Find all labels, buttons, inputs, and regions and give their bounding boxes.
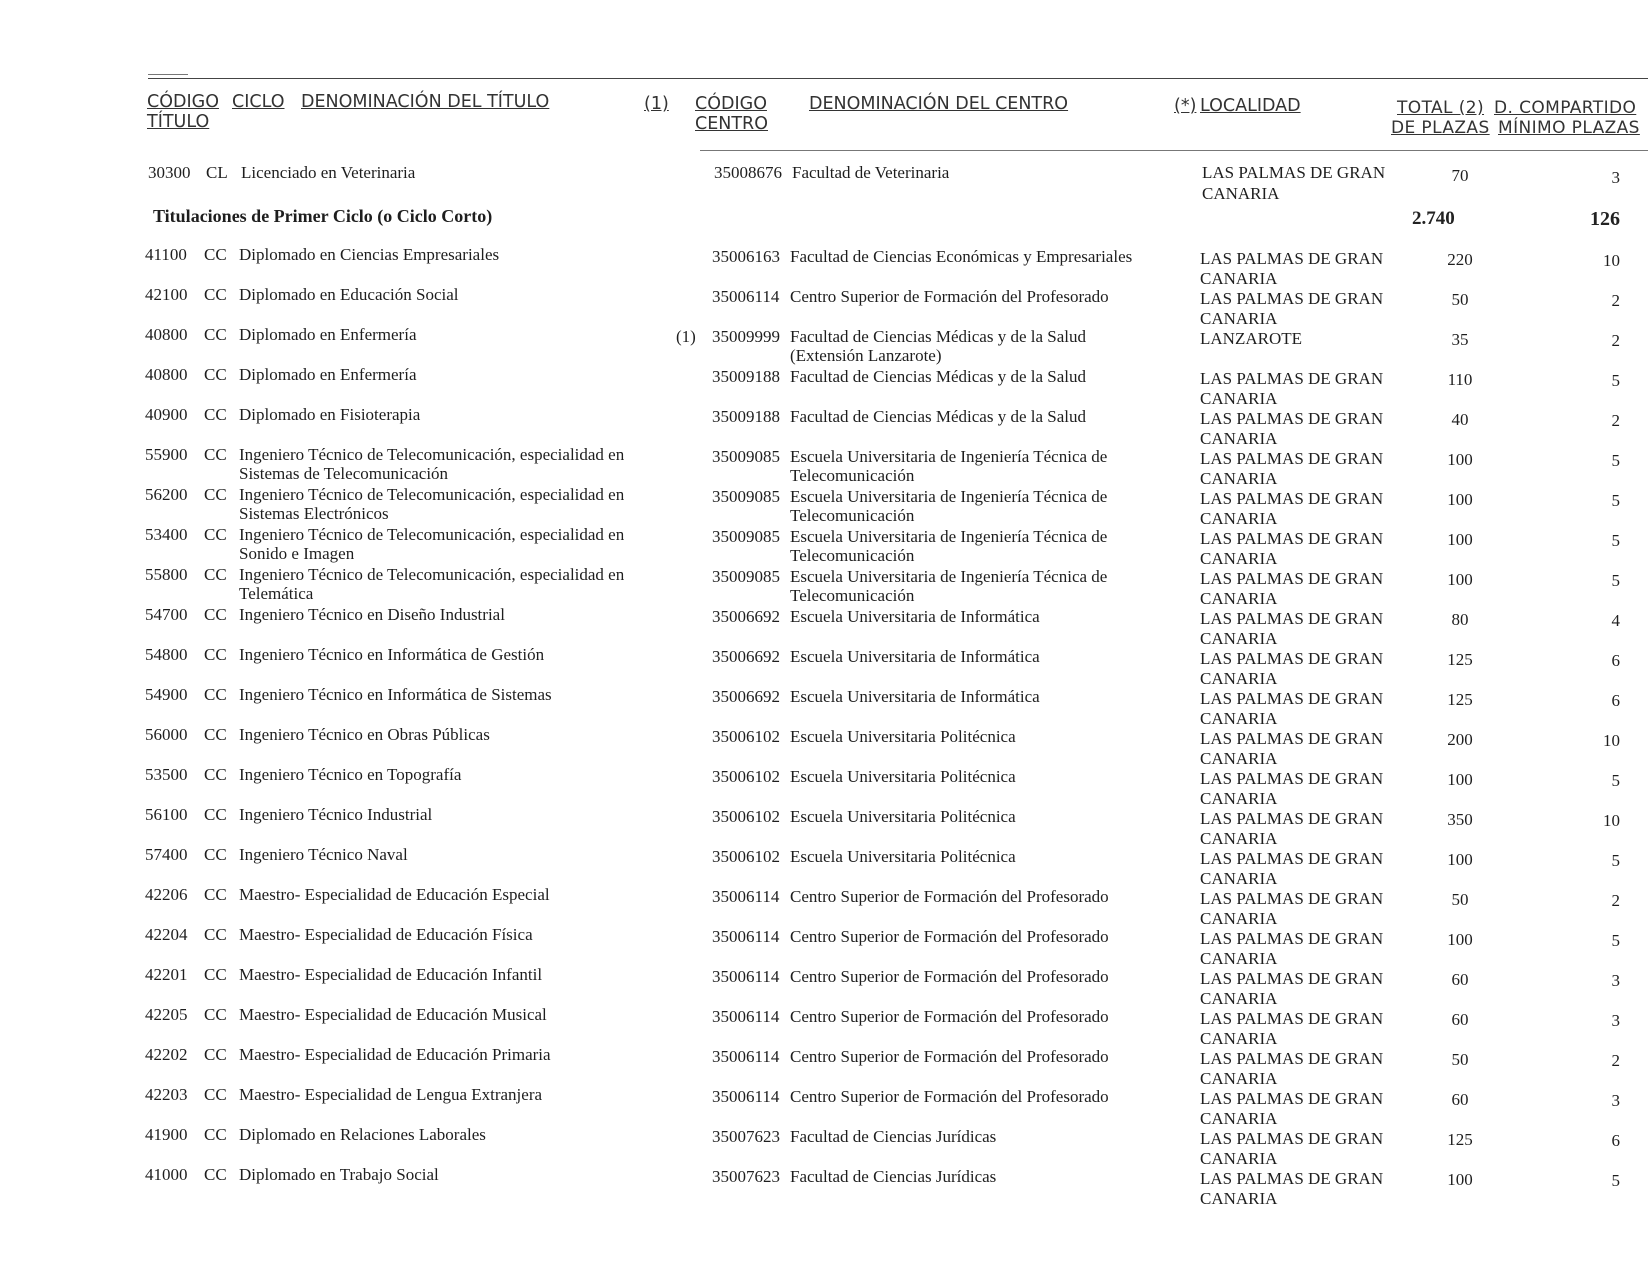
titulo-name: Licenciado en Veterinaria <box>241 163 416 182</box>
localidad-line-2: CANARIA <box>1200 469 1278 488</box>
titulo-code: 42205 <box>145 1005 188 1024</box>
minimo-plazas: 10 <box>1603 731 1620 750</box>
localidad-line-1: LAS PALMAS DE GRAN <box>1200 1009 1384 1028</box>
table-row <box>0 605 1650 648</box>
centro-name-line-1: Facultad de Ciencias Jurídicas <box>790 1127 997 1146</box>
centro-name-line-1: Centro Superior de Formación del Profesorado <box>790 287 1109 306</box>
titulo-code: 54900 <box>145 685 188 704</box>
titulo-name-line-1: Maestro- Especialidad de Educación Primaria <box>239 1045 551 1064</box>
titulo-code: 55800 <box>145 565 188 584</box>
titulo-code: 53500 <box>145 765 188 784</box>
ciclo: CC <box>204 805 227 824</box>
centro-code: 35007623 <box>712 1127 780 1146</box>
localidad-line-2: CANARIA <box>1200 309 1278 328</box>
header-denominacion-titulo: DENOMINACIÓN DEL TÍTULO <box>301 92 550 112</box>
centro-name-line-2: Telecomunicación <box>790 466 915 485</box>
minimo-plazas: 5 <box>1611 491 1620 510</box>
ciclo: CC <box>204 845 227 864</box>
localidad-line-2: CANARIA <box>1200 429 1278 448</box>
centro-name-line-2: Telecomunicación <box>790 546 915 565</box>
header-codigo-centro-2: CENTRO <box>695 114 768 134</box>
localidad-line-1: LAS PALMAS DE GRAN <box>1200 969 1384 988</box>
ciclo: CC <box>204 445 227 464</box>
minimo-plazas: 3 <box>1611 168 1620 187</box>
ciclo: CC <box>204 565 227 584</box>
total-plazas: 50 <box>1451 290 1469 309</box>
total-plazas: 100 <box>1447 530 1473 549</box>
ciclo: CC <box>204 885 227 904</box>
titulo-code: 42202 <box>145 1045 188 1064</box>
localidad-line-2: CANARIA <box>1200 1069 1278 1088</box>
header-denominacion-centro: DENOMINACIÓN DEL CENTRO <box>809 94 1069 114</box>
localidad-line-2: CANARIA <box>1200 549 1278 568</box>
titulo-code: 42203 <box>145 1085 188 1104</box>
titulo-name-line-1: Maestro- Especialidad de Educación Infantil <box>239 965 543 984</box>
centro-name: Facultad de Veterinaria <box>792 163 950 182</box>
titulo-name-line-1: Ingeniero Técnico de Telecomunicación, especialidad en <box>239 445 625 464</box>
table-row <box>0 965 1650 1008</box>
titulo-name-line-1: Ingeniero Técnico en Obras Públicas <box>239 725 490 744</box>
centro-code: 35006114 <box>712 1087 780 1106</box>
localidad-line-2: CANARIA <box>1200 1189 1278 1208</box>
titulo-name-line-1: Ingeniero Técnico en Topografía <box>239 765 462 784</box>
table-row <box>0 645 1650 688</box>
ciclo: CC <box>204 245 227 264</box>
centro-code: 35006692 <box>712 607 780 626</box>
ciclo: CC <box>204 1125 227 1144</box>
minimo-plazas: 5 <box>1611 451 1620 470</box>
minimo-plazas: 2 <box>1611 411 1620 430</box>
section-minimo: 126 <box>1590 208 1620 230</box>
titulo-code: 40900 <box>145 405 188 424</box>
ciclo: CC <box>204 725 227 744</box>
localidad-line-1: LAS PALMAS DE GRAN <box>1200 849 1384 868</box>
total-plazas: 100 <box>1447 930 1473 949</box>
centro-name-line-1: Escuela Universitaria de Ingeniería Técnica de <box>790 487 1108 506</box>
titulo-name-line-1: Maestro- Especialidad de Educación Física <box>239 925 533 944</box>
table-row <box>0 565 1650 608</box>
table-row <box>0 285 1650 328</box>
localidad-line-2: CANARIA <box>1200 669 1278 688</box>
minimo-plazas: 3 <box>1611 971 1620 990</box>
ciclo: CC <box>204 325 227 344</box>
titulo-name-line-1: Ingeniero Técnico de Telecomunicación, especialidad en <box>239 565 625 584</box>
centro-code: 35009188 <box>712 407 780 426</box>
titulo-name-line-1: Ingeniero Técnico en Diseño Industrial <box>239 605 505 624</box>
centro-name-line-1: Centro Superior de Formación del Profesorado <box>790 887 1109 906</box>
table-row <box>0 1005 1650 1048</box>
total-plazas: 220 <box>1447 250 1473 269</box>
titulo-name-line-1: Maestro- Especialidad de Lengua Extranjera <box>239 1085 543 1104</box>
titulo-name-line-1: Maestro- Especialidad de Educación Musical <box>239 1005 547 1024</box>
table-row <box>0 445 1650 488</box>
localidad-line-2: CANARIA <box>1200 869 1278 888</box>
table-row <box>0 325 1650 365</box>
localidad-line-2: CANARIA <box>1200 389 1278 408</box>
localidad-line-1: LAS PALMAS DE GRAN <box>1200 729 1384 748</box>
table-row <box>0 685 1650 728</box>
localidad-line-2: CANARIA <box>1200 989 1278 1008</box>
titulo-name-line-1: Ingeniero Técnico Naval <box>239 845 408 864</box>
centro-code: 35009085 <box>712 567 780 586</box>
centro-code: 35008676 <box>714 163 782 182</box>
header-nota-asterisco: (*) <box>1174 96 1197 116</box>
total-plazas: 100 <box>1447 770 1473 789</box>
centro-name-line-1: Centro Superior de Formación del Profesorado <box>790 1087 1109 1106</box>
total-plazas: 50 <box>1451 890 1469 909</box>
titulo-name-line-2: Sistemas de Telecomunicación <box>239 464 449 483</box>
titulo-code: 42201 <box>145 965 188 984</box>
table-row <box>0 885 1650 928</box>
minimo-plazas: 5 <box>1611 851 1620 870</box>
minimo-plazas: 3 <box>1611 1011 1620 1030</box>
ciclo: CC <box>204 685 227 704</box>
localidad-line-2: CANARIA <box>1200 709 1278 728</box>
localidad-line-1: LAS PALMAS DE GRAN <box>1200 529 1384 548</box>
titulo-code: 40800 <box>145 365 188 384</box>
ciclo: CC <box>204 525 227 544</box>
total-plazas: 50 <box>1451 1050 1469 1069</box>
table-row <box>0 525 1650 568</box>
minimo-plazas: 2 <box>1611 331 1620 350</box>
localidad-line-1: LAS PALMAS DE GRAN <box>1200 649 1384 668</box>
centro-code: 35006692 <box>712 647 780 666</box>
centro-name-line-1: Centro Superior de Formación del Profesorado <box>790 1007 1109 1026</box>
minimo-plazas: 5 <box>1611 571 1620 590</box>
localidad-line-1: LAS PALMAS DE GRAN <box>1200 449 1384 468</box>
centro-name-line-1: Facultad de Ciencias Médicas y de la Salud <box>790 327 1086 346</box>
section-total: 2.740 <box>1412 208 1455 229</box>
titulo-code: 41100 <box>145 245 187 264</box>
localidad-line-2: CANARIA <box>1200 589 1278 608</box>
localidad-line-1: LAS PALMAS DE GRAN <box>1200 249 1384 268</box>
centro-name-line-2: (Extensión Lanzarote) <box>790 346 942 365</box>
localidad-line-1: LAS PALMAS DE GRAN <box>1200 889 1384 908</box>
centro-code: 35009085 <box>712 447 780 466</box>
centro-name-line-1: Escuela Universitaria de Informática <box>790 607 1040 626</box>
header-codigo-titulo-1: CÓDIGO <box>147 92 219 112</box>
section-heading: Titulaciones de Primer Ciclo (o Ciclo Corto) <box>153 206 493 226</box>
titulo-name-line-2: Sonido e Imagen <box>239 544 355 563</box>
centro-name-line-1: Escuela Universitaria Politécnica <box>790 847 1016 866</box>
centro-code: 35009999 <box>712 327 780 346</box>
header-ciclo: CICLO <box>232 92 285 112</box>
titulo-name-line-2: Telemática <box>239 584 314 603</box>
centro-name-line-2: Telecomunicación <box>790 586 915 605</box>
centro-name-line-1: Facultad de Ciencias Médicas y de la Salud <box>790 407 1086 426</box>
localidad-line-2: CANARIA <box>1200 909 1278 928</box>
localidad-line-1: LAS PALMAS DE GRAN <box>1200 1169 1384 1188</box>
localidad-line-2: CANARIA <box>1200 749 1278 768</box>
minimo-plazas: 6 <box>1611 651 1620 670</box>
titulo-code: 55900 <box>145 445 188 464</box>
localidad-line-1: LAS PALMAS DE GRAN <box>1200 569 1384 588</box>
centro-name-line-1: Centro Superior de Formación del Profesorado <box>790 927 1109 946</box>
minimo-plazas: 5 <box>1611 531 1620 550</box>
total-plazas: 60 <box>1451 970 1469 989</box>
centro-code: 35006114 <box>712 967 780 986</box>
titulo-code: 54800 <box>145 645 188 664</box>
titulo-name-line-1: Diplomado en Trabajo Social <box>239 1165 439 1184</box>
titulo-code: 57400 <box>145 845 188 864</box>
centro-name-line-1: Centro Superior de Formación del Profesorado <box>790 967 1109 986</box>
header-minimo-1: D. COMPARTIDO <box>1494 98 1637 118</box>
total-plazas: 125 <box>1447 1130 1473 1149</box>
centro-code: 35006114 <box>712 287 780 306</box>
localidad-line-2: CANARIA <box>1200 509 1278 528</box>
localidad-line-2: CANARIA <box>1200 269 1278 288</box>
titulo-name-line-1: Diplomado en Enfermería <box>239 365 417 384</box>
ciclo: CC <box>204 1165 227 1184</box>
localidad-line-2: CANARIA <box>1200 789 1278 808</box>
localidad-line-2: CANARIA <box>1200 1149 1278 1168</box>
table-row <box>0 725 1650 768</box>
ciclo: CC <box>204 285 227 304</box>
ciclo: CC <box>204 965 227 984</box>
header-total-1: TOTAL (2) <box>1397 98 1485 118</box>
ciclo: CC <box>204 605 227 624</box>
localidad-line-1: LAS PALMAS DE GRAN <box>1200 1049 1384 1068</box>
total-plazas: 70 <box>1451 166 1469 185</box>
titulo-name-line-1: Ingeniero Técnico de Telecomunicación, especialidad en <box>239 485 625 504</box>
minimo-plazas: 10 <box>1603 251 1620 270</box>
localidad-line-2: CANARIA <box>1200 1029 1278 1048</box>
titulo-code: 53400 <box>145 525 188 544</box>
ciclo: CC <box>204 1085 227 1104</box>
centro-code: 35006692 <box>712 687 780 706</box>
minimo-plazas: 2 <box>1611 891 1620 910</box>
titulo-code: 42204 <box>145 925 188 944</box>
ciclo: CL <box>206 163 228 182</box>
minimo-plazas: 2 <box>1611 1051 1620 1070</box>
total-plazas: 60 <box>1451 1010 1469 1029</box>
titulo-name-line-1: Ingeniero Técnico Industrial <box>239 805 433 824</box>
localidad-line-1: LAS PALMAS DE GRAN <box>1200 1089 1384 1108</box>
table-row <box>0 805 1650 848</box>
total-plazas: 125 <box>1447 650 1473 669</box>
titulo-name-line-1: Diplomado en Relaciones Laborales <box>239 1125 486 1144</box>
titulo-code: 42100 <box>145 285 188 304</box>
centro-name-line-1: Escuela Universitaria de Informática <box>790 647 1040 666</box>
table-row <box>0 365 1650 408</box>
localidad-line-1: LAS PALMAS DE GRAN <box>1200 289 1384 308</box>
table-row <box>0 1045 1650 1088</box>
localidad-line-1: LAS PALMAS DE GRAN <box>1200 369 1384 388</box>
titulo-code: 56100 <box>145 805 188 824</box>
titulo-name-line-2: Sistemas Electrónicos <box>239 504 389 523</box>
ciclo: CC <box>204 1045 227 1064</box>
centro-code: 35006102 <box>712 767 780 786</box>
centro-code: 35006163 <box>712 247 780 266</box>
centro-code: 35006102 <box>712 727 780 746</box>
localidad-line-2: CANARIA <box>1200 949 1278 968</box>
table-row <box>0 1085 1650 1128</box>
centro-code: 35006114 <box>712 887 780 906</box>
ciclo: CC <box>204 925 227 944</box>
titulo-code: 42206 <box>145 885 188 904</box>
header-codigo-centro-1: CÓDIGO <box>695 94 767 114</box>
table-row <box>0 845 1650 888</box>
minimo-plazas: 5 <box>1611 1171 1620 1190</box>
minimo-plazas: 6 <box>1611 691 1620 710</box>
titulo-code: 41900 <box>145 1125 188 1144</box>
table-row <box>0 1125 1650 1168</box>
minimo-plazas: 10 <box>1603 811 1620 830</box>
localidad-line-1: LAS PALMAS DE GRAN <box>1200 689 1384 708</box>
minimo-plazas: 5 <box>1611 371 1620 390</box>
minimo-plazas: 5 <box>1611 931 1620 950</box>
ciclo: CC <box>204 405 227 424</box>
titulo-name-line-1: Diplomado en Fisioterapia <box>239 405 421 424</box>
centro-name-line-1: Escuela Universitaria de Ingeniería Técnica de <box>790 447 1108 466</box>
nota: (1) <box>676 327 696 346</box>
centro-name-line-2: Telecomunicación <box>790 506 915 525</box>
centro-code: 35006114 <box>712 927 780 946</box>
ciclo: CC <box>204 485 227 504</box>
total-plazas: 350 <box>1447 810 1473 829</box>
table-row <box>0 1165 1650 1208</box>
centro-name-line-1: Escuela Universitaria Politécnica <box>790 767 1016 786</box>
localidad-line-1: LAS PALMAS DE GRAN <box>1200 489 1384 508</box>
table-row <box>0 925 1650 968</box>
table-row <box>0 765 1650 808</box>
localidad-line-2: CANARIA <box>1200 1109 1278 1128</box>
centro-name-line-1: Facultad de Ciencias Jurídicas <box>790 1167 997 1186</box>
total-plazas: 35 <box>1451 330 1469 349</box>
table-row <box>0 163 1650 203</box>
total-plazas: 110 <box>1447 370 1473 389</box>
localidad-line-1: LAS PALMAS DE GRAN <box>1200 929 1384 948</box>
centro-name-line-1: Escuela Universitaria Politécnica <box>790 727 1016 746</box>
centro-name-line-1: Escuela Universitaria de Ingeniería Técnica de <box>790 527 1108 546</box>
header-codigo-titulo-2: TÍTULO <box>147 112 210 132</box>
localidad-line-2: CANARIA <box>1202 184 1280 203</box>
header-localidad: LOCALIDAD <box>1200 96 1301 116</box>
centro-name-line-1: Centro Superior de Formación del Profesorado <box>790 1047 1109 1066</box>
ciclo: CC <box>204 1005 227 1024</box>
titulo-name-line-1: Diplomado en Ciencias Empresariales <box>239 245 500 264</box>
centro-name-line-1: Escuela Universitaria Politécnica <box>790 807 1016 826</box>
total-plazas: 125 <box>1447 690 1473 709</box>
localidad-line-2: CANARIA <box>1200 629 1278 648</box>
minimo-plazas: 2 <box>1611 291 1620 310</box>
centro-code: 35009085 <box>712 527 780 546</box>
minimo-plazas: 3 <box>1611 1091 1620 1110</box>
centro-name-line-1: Escuela Universitaria de Informática <box>790 687 1040 706</box>
titulo-name-line-1: Ingeniero Técnico en Informática de Gestión <box>239 645 545 664</box>
centro-code: 35007623 <box>712 1167 780 1186</box>
total-plazas: 100 <box>1447 570 1473 589</box>
centro-code: 35009188 <box>712 367 780 386</box>
titulo-name-line-1: Diplomado en Enfermería <box>239 325 417 344</box>
localidad-line-1: LAS PALMAS DE GRAN <box>1200 769 1384 788</box>
total-plazas: 200 <box>1447 730 1473 749</box>
header-bottom-rule <box>700 150 1648 151</box>
ciclo: CC <box>204 765 227 784</box>
minimo-plazas: 5 <box>1611 771 1620 790</box>
titulo-name-line-1: Ingeniero Técnico en Informática de Sistemas <box>239 685 552 704</box>
localidad-line-1: LAS PALMAS DE GRAN <box>1200 809 1384 828</box>
total-plazas: 100 <box>1447 850 1473 869</box>
centro-name-line-1: Facultad de Ciencias Médicas y de la Salud <box>790 367 1086 386</box>
localidad-line-1: LAS PALMAS DE GRAN <box>1200 1129 1384 1148</box>
titulo-code: 30300 <box>148 163 191 182</box>
header-nota-1: (1) <box>644 94 669 114</box>
titulo-code: 41000 <box>145 1165 188 1184</box>
localidad-line-1: LANZAROTE <box>1200 329 1302 348</box>
centro-code: 35006102 <box>712 807 780 826</box>
minimo-plazas: 6 <box>1611 1131 1620 1150</box>
header-total-2: DE PLAZAS <box>1391 118 1490 138</box>
header-minimo-2: MÍNIMO PLAZAS <box>1498 118 1640 138</box>
titulo-name-line-1: Diplomado en Educación Social <box>239 285 459 304</box>
ciclo: CC <box>204 645 227 664</box>
centro-name-line-1: Facultad de Ciencias Económicas y Empresariales <box>790 247 1133 266</box>
table-row <box>0 485 1650 528</box>
centro-code: 35006114 <box>712 1007 780 1026</box>
total-plazas: 80 <box>1451 610 1469 629</box>
centro-code: 35009085 <box>712 487 780 506</box>
total-plazas: 60 <box>1451 1090 1469 1109</box>
titulo-code: 56000 <box>145 725 188 744</box>
total-plazas: 40 <box>1451 410 1469 429</box>
total-plazas: 100 <box>1447 490 1473 509</box>
localidad-line-1: LAS PALMAS DE GRAN <box>1200 609 1384 628</box>
localidad-line-1: LAS PALMAS DE GRAN <box>1200 409 1384 428</box>
ciclo: CC <box>204 365 227 384</box>
total-plazas: 100 <box>1447 1170 1473 1189</box>
titulo-name-line-1: Ingeniero Técnico de Telecomunicación, especialidad en <box>239 525 625 544</box>
table-row <box>0 245 1650 288</box>
titulo-code: 56200 <box>145 485 188 504</box>
top-rule-accent <box>148 74 188 75</box>
minimo-plazas: 4 <box>1611 611 1620 630</box>
table-row <box>0 405 1650 448</box>
titulo-code: 40800 <box>145 325 188 344</box>
localidad-line-2: CANARIA <box>1200 829 1278 848</box>
total-plazas: 100 <box>1447 450 1473 469</box>
localidad-line-1: LAS PALMAS DE GRAN <box>1202 163 1386 182</box>
centro-code: 35006114 <box>712 1047 780 1066</box>
centro-name-line-1: Escuela Universitaria de Ingeniería Técnica de <box>790 567 1108 586</box>
titulo-name-line-1: Maestro- Especialidad de Educación Especial <box>239 885 550 904</box>
header-top-rule <box>148 78 1648 79</box>
centro-code: 35006102 <box>712 847 780 866</box>
titulo-code: 54700 <box>145 605 188 624</box>
